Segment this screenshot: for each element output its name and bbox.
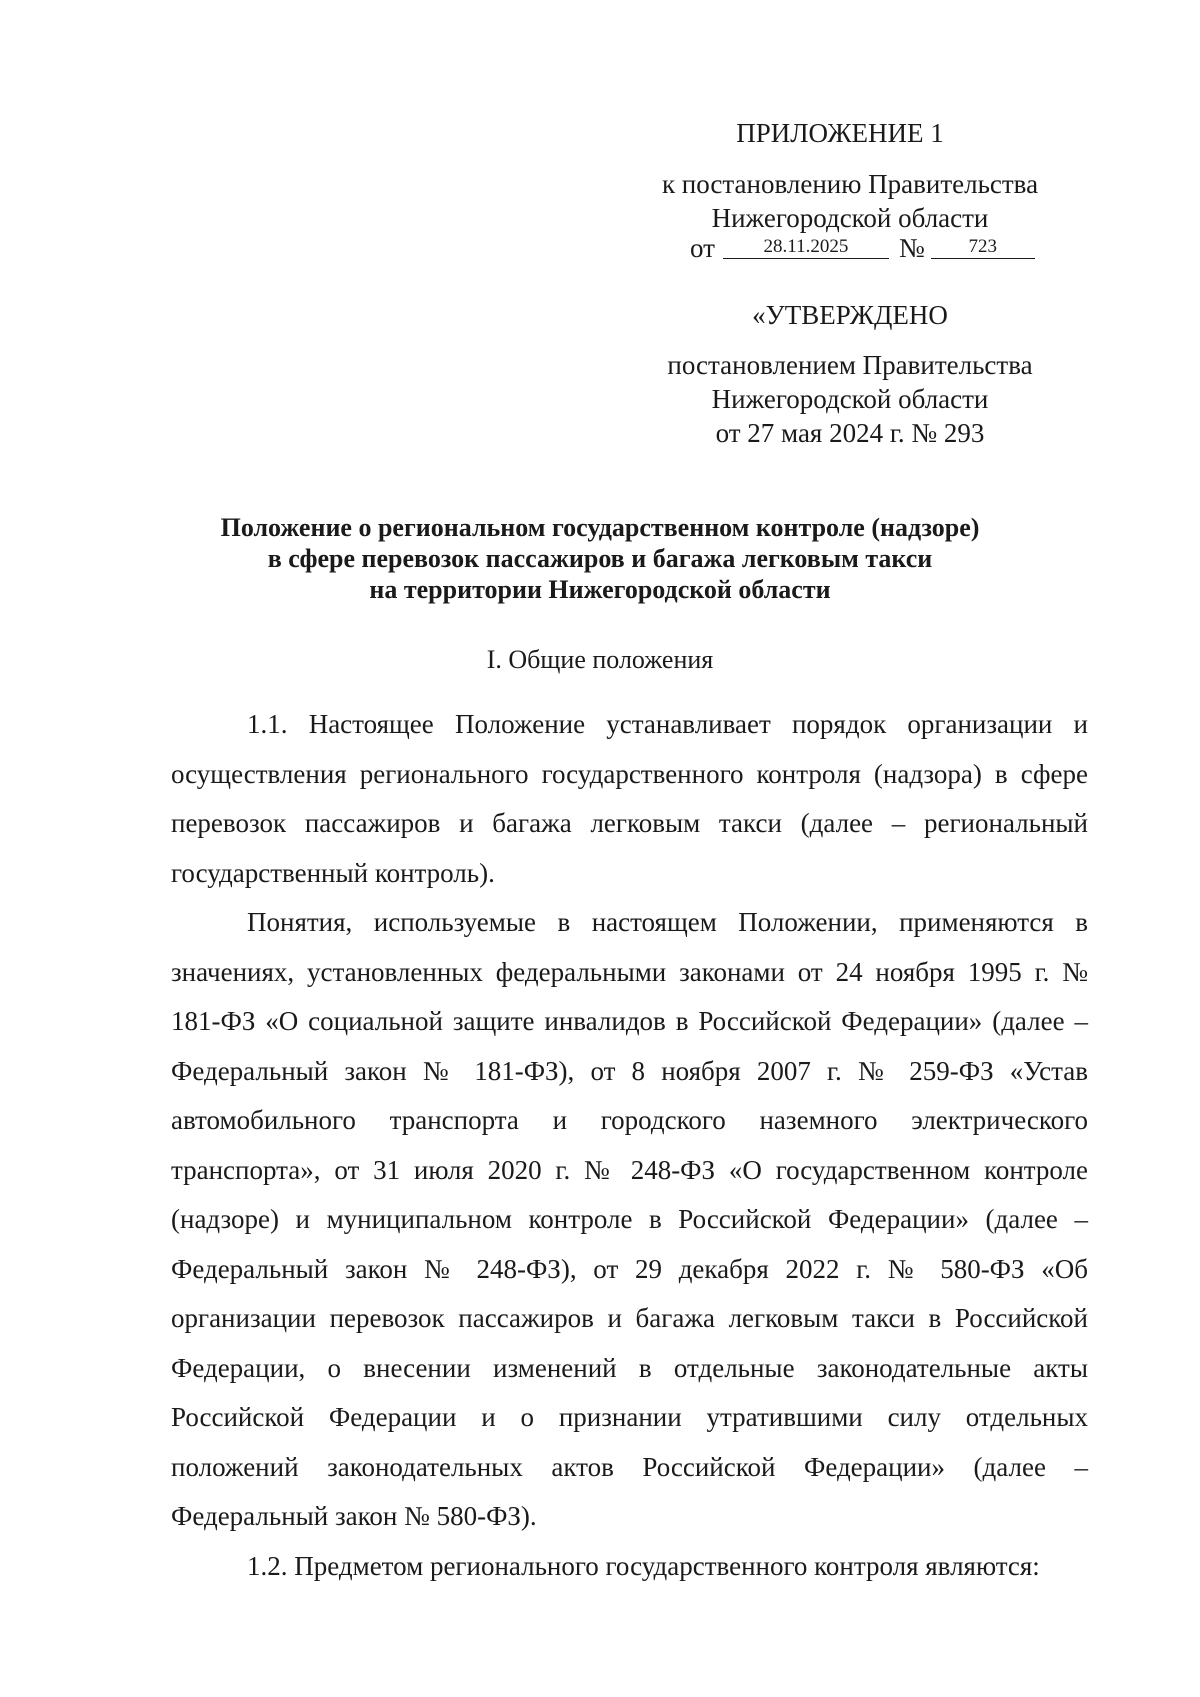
title-line-1: Положение о региональном государственном контроле (надзоре): [220, 513, 980, 542]
date-prefix: от: [690, 233, 715, 263]
approved-label: «УТВЕРЖДЕНО: [752, 300, 948, 330]
attachment-line-2: Нижегородской области: [711, 203, 989, 233]
date-field: 28.11.2025: [723, 236, 889, 259]
number-sign: №: [898, 233, 925, 263]
attachment-reference: [600, 167, 1100, 235]
paragraph-definitions: Понятия, используемые в настоящем Положении, применяются в значениях, установленных федеральными законами от 24 ноября 1995 г. № 181-ФЗ «О социальной защите инвалидов в Российской Федерации» (далее – Федеральный закон № 181-ФЗ), от 8 ноября 2007 г. № 259-ФЗ «Устав автомобильного транспорта и городского наземного электрического транспорта», от 31 июля 2020 г. № 248-ФЗ «О государственном контроле (надзоре) и муниципальном контроле в Российской Федерации» (далее – Федеральный закон № 248-ФЗ), от 29 декабря 2022 г. № 580-ФЗ «Об организации перевозок пассажиров и багажа легковым такси в Российской Федерации, о внесении изменений в отдельные законодательные акты Российской Федерации и о признании утратившими силу отдельных положений законодательных актов Российской Федерации» (далее – Федеральный закон № 580-ФЗ).: [171, 907, 1088, 1531]
approved-by-line-1: постановлением Правительства: [667, 350, 1033, 380]
paragraph-1-1: 1.1. Настоящее Положение устанавливает порядок организации и осуществления регионального государственного контроля (надзора) в сфере перевозок пассажиров и багажа легковым такси (далее – региональный государственный контроль).: [171, 709, 1088, 888]
section-heading: I. Общие положения: [486, 645, 714, 674]
title-line-2: в сфере перевозок пассажиров и багажа легковым такси: [267, 544, 933, 573]
number-field: 723: [931, 236, 1035, 259]
paragraph-1-2: 1.2. Предметом регионального государственного контроля являются:: [247, 1550, 1040, 1581]
approved-by-block: [600, 348, 1100, 450]
attachment-line-1: к постановлению Правительства: [661, 169, 1039, 199]
approved-by-line-2: Нижегородской области: [711, 384, 989, 414]
title-line-3: на территории Нижегородской области: [369, 575, 831, 604]
approved-by-line-3: от 27 мая 2024 г. № 293: [715, 418, 985, 448]
date-number-line: [690, 231, 1035, 265]
body-text: [171, 700, 1088, 1591]
appendix-label: ПРИЛОЖЕНИЕ 1: [736, 118, 944, 148]
document-title: [120, 512, 1080, 605]
